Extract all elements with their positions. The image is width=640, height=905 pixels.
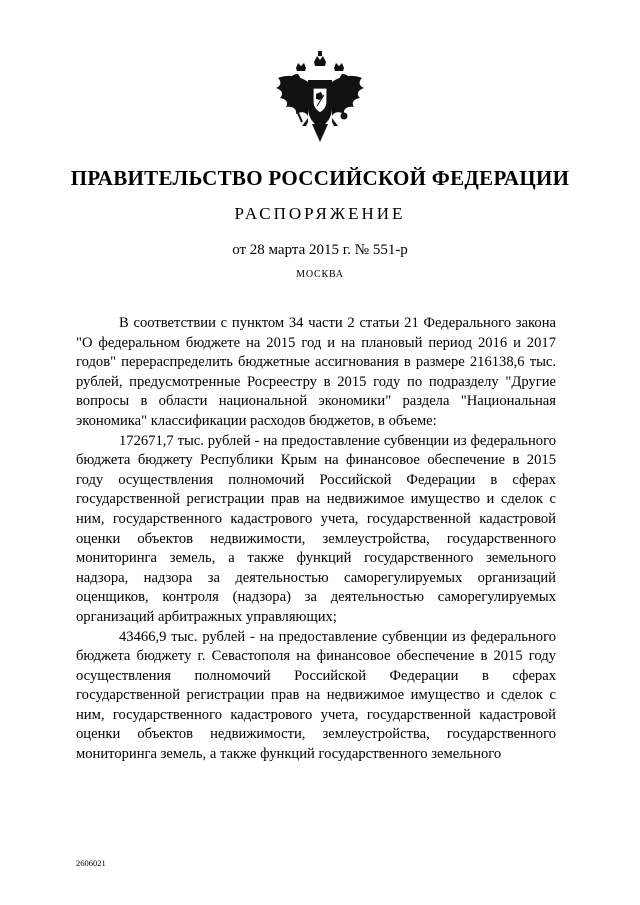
document-city: МОСКВА xyxy=(296,269,344,280)
page-title: ПРАВИТЕЛЬСТВО РОССИЙСКОЙ ФЕДЕРАЦИИ xyxy=(70,166,570,190)
document-date-number: от 28 марта 2015 г. № 551-р xyxy=(232,242,408,258)
body-paragraph: 43466,9 тыс. рублей - на предоставление субвенции из федерального бюджета бюджету г. Севастополя на финансовое обеспечение в 2015 году осуществления полномочий Российской Федерации в сферах государственной регистрации прав на недвижимое имущество и сделок с ним, государственного кадастрового учета, государственной кадастровой оценки объектов недвижимости, землеустройства, государственного мониторинга земель, а также функций государственного земельного xyxy=(76,628,556,763)
body-paragraph: 172671,7 тыс. рублей - на предоставление субвенции из федерального бюджета бюджету Республики Крым на финансовое обеспечение в 2015 году осуществления полномочий Российской Федерации в сферах государственной регистрации прав на недвижимое имущество и сделок с ним, государственного кадастрового учета, государственной кадастровой оценки объектов недвижимости, землеустройства, государственного мониторинга земель, а также функций государственного земельного надзора, надзора за деятельностью саморегулируемых организаций оценщиков, контроля (надзора) за деятельностью саморегулируемых организаций арбитражных управляющих; xyxy=(76,432,556,625)
document-body xyxy=(76,314,556,765)
document-type: РАСПОРЯЖЕНИЕ xyxy=(234,204,406,223)
double-headed-eagle-emblem-icon xyxy=(268,48,372,146)
document-code: 2606021 xyxy=(76,858,106,868)
body-paragraph: В соответствии с пунктом 34 части 2 статьи 21 Федерального закона "О федеральном бюджете на 2015 год и на плановый период 2016 и 2017 годов" перераспределить бюджетные ассигнования в размере 216138,6 тыс. рублей, предусмотренные Росреестру в 2015 году по подразделу "Другие вопросы в области национальной экономики" раздела "Национальная экономика" классификации расходов бюджетов, в объеме: xyxy=(76,315,556,429)
